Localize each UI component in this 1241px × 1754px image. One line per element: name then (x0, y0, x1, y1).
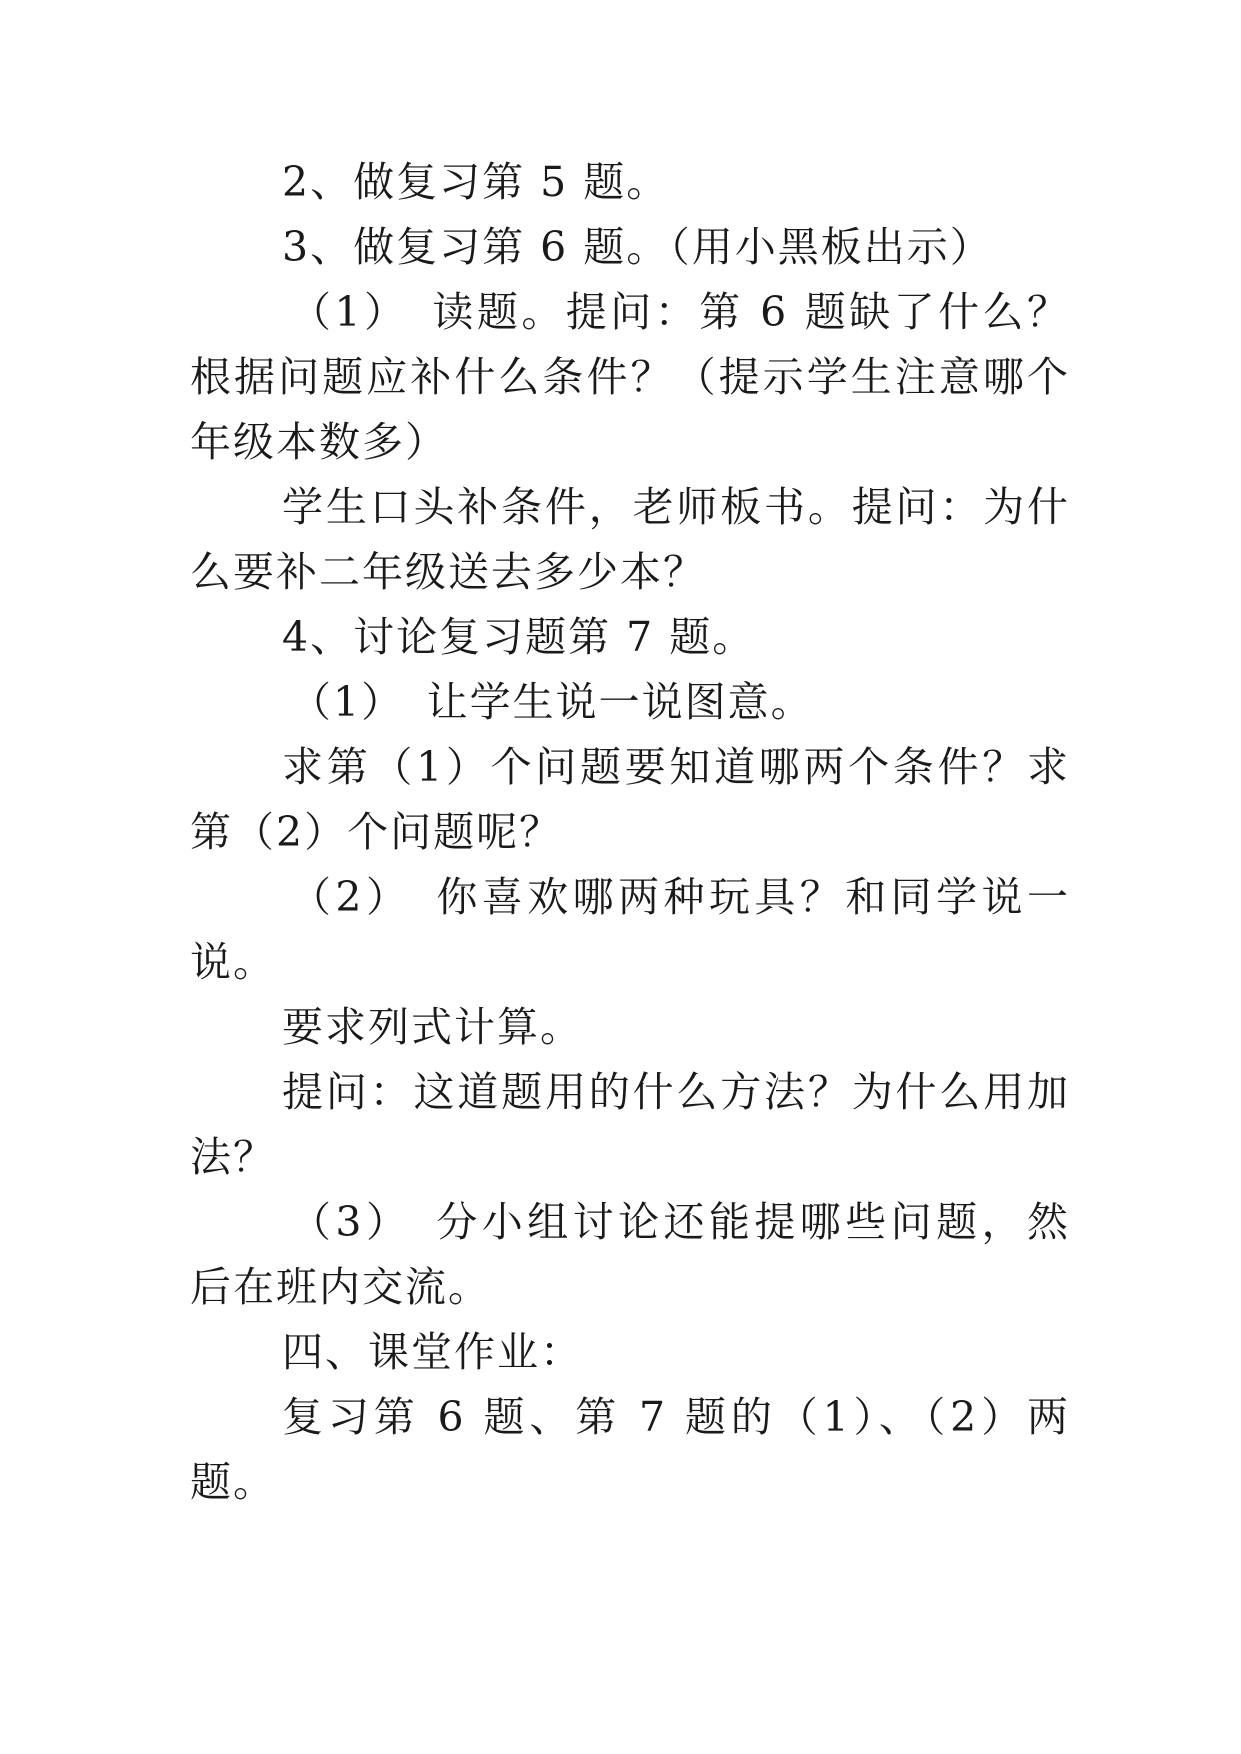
paragraph-step-4-sub-2: （2） 你喜欢哪两种玩具？和同学说一说。 (190, 873, 1070, 986)
paragraph-step-4-sub-3: （3） 分小组讨论还能提哪些问题，然后在班内交流。 (190, 1198, 1070, 1311)
paragraph-method-question: 提问：这道题用的什么方法？为什么用加法？ (190, 1068, 1070, 1181)
section-heading-homework: 四、课堂作业： (282, 1328, 583, 1376)
paragraph-step-2: 2、做复习第 5 题。 (282, 158, 670, 206)
paragraph-step-3: 3、做复习第 6 题。（用小黑板出示） (282, 223, 993, 271)
paragraph-homework: 复习第 6 题、第 7 题的（1）、（2）两题。 (190, 1393, 1070, 1506)
paragraph-step-4-question: 求第（1）个问题要知道哪两个条件？求第（2）个问题呢？ (190, 743, 1070, 856)
document-body (190, 150, 1070, 1515)
paragraph-step-3-note: 学生口头补条件，老师板书。提问：为什么要补二年级送去多少本？ (190, 483, 1070, 596)
paragraph-step-4-sub-1: （1） 让学生说一说图意。 (290, 678, 814, 726)
paragraph-step-3-sub-1: （1） 读题。提问：第 6 题缺了什么？根据问题应补什么条件？（提示学生注意哪个年级本数多） (190, 288, 1070, 466)
paragraph-calculation: 要求列式计算。 (282, 1003, 583, 1051)
paragraph-step-4: 4、讨论复习题第 7 题。 (282, 613, 756, 661)
